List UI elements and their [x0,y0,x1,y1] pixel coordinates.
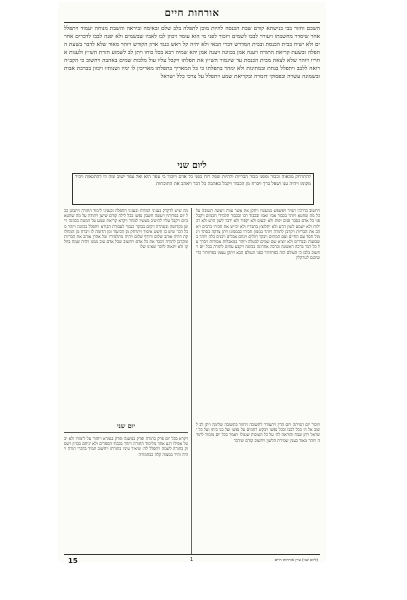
left-column-text: מה שיש לדקדק בעניני המדות ובעניני התפלה ובעניני לימוד התורה ויתבונן בכל יום במדותיו ויעשה חשבון נפשו בכל לילה קודם שישן ויתודה על מה שחטא ביום ויקבל עליו להיטיב מעשיו למחר ויקרא קריאת שמע על המטה בכוונה ויישן בקדושה ובטהרה ויקום בבוקר כגבור לעבודת הבורא ויתפלל בכוונה ויזהר מכל דבר שיש בו חשש איסור ויתרחק מן הכיעור ומן הדומה לו ויברח מן המחלוקת ויהיה אוהב שלום ורודף שלום ויהיה מתלמידיו של אהרן אוהב את הבריות ומקרבן לתורה ויכבד את כל אדם ויחשוב שכל אדם טוב ממנו ויהיה שמח בחלקו ולא יתאוה לדבר שאינו שלו [64,208,188,250]
footer-divider [64,554,320,555]
section-heading-day2: ליום שני [177,161,207,171]
left-column-lower-text: ויקרא בכל יום פרק בתורה ופרק במשנה ופרק בגמרא ויחזור על לימודו ולא יבטל אפילו רגע אחד מלימוד התורה ויזהר בכבוד הספרים ולא יניחם בבזיון ויעסוק בתורה לשמה ויתפלל לה׳ שיאיר עיניו בתורתו ויחשוב תמיד בדברי תורה ויהיה זהיר במצוה קלה כבחמורה [64,436,188,457]
page-title: אורחות חיים [164,8,220,19]
intro-paragraph: השכם וחזור בבי כנישתא קודם שבת הכנסה להיות מוכן לתפלה בלב שלם ובאימה וביראה והשבת מנוחה יעמוד ויתפלל אחר שיסדר מחשבתו ויעורר לבבו לשמים ויזכור לפני מי הוא עומד ויכוון לבו לאביו שבשמים ולא יפנה לבבו לדברים אחרים ולא ישיח בבית הכנסת ובבית המדרש דברי הבאי ולא יהיה קל ראש כנגד ארון הקודש ויזהר מאוד שלא לדבר בשעת התפלה ובשעת קריאת התורה ויענה אמן בכוונה ויענה אמן יהא שמיה רבא בכל כוחו ויתן לב לשמוע חזרת הש״ץ ולענות אחריו ויזהר שלא לצאת מבית הכנסת עד שיגמור הש״ץ את תפלתו ויקבל עליו עול מלכות שמים באהבה ויחשוב כי הקב״ה רואה ללבב ויתפלל בנחת ובמתינות ולא ימהר בתפלתו כי כל המאריך בתפלתו מאריכין לו ימיו ושנותיו ויכוון בברכת אבות ובשמונה עשרה ובפסוקי דזמרה ובקריאת שמע ויתפלל על צרכי כלל ישראל [64,26,320,80]
page-mark: 1 [190,557,194,563]
subsection-divider [64,432,188,433]
right-column-text: ויחשוב בדרכיו תמיד ויפשפש במעשיו ויתקן את אשר עוות ויעשה תשובה על כל מה שחטא ויזהר בכבוד אביו ואמו ובכבוד רבו ובכבוד תלמידי חכמים ויקבל פני כל אדם בסבר פנים יפות ולא יכעוס ולא יקפיד ולא ידבר לשון הרע ולא רכילות ולא ישמע לשון הרע ולא יתלוצץ בחבריו ולא יבייש את חבירו ברבים ויאהב את הבריות ויקרבן לתורה ויזהר בממון חבירו כבממונו ויתן צדקה בסתר ויגמול חסד עם החיים ועם המתים ויבקר חולים וינחם אבלים ויכניס כלה ויזהר בשבועות ובנדרים ולא יוציא שם שמים לבטלה ויזהר במאכלות אסורות ויברך על כל דבר ברכה ראשונה וברכה אחרונה בכוונה ויקבע עתים לתורה בכל יום ויחשוב בלבו כי העולם הזה כפרוזדור בפני העולם הבא ויתקן עצמו בפרוזדור כדי שיכנס לטרקלין [196,208,320,260]
boxed-paragraph [72,173,314,205]
header-divider [64,22,320,23]
right-column-lower-text: ויזכור יום המיתה ויום הדין ויתעורר לתשובה ויחזור בתשובה שלימה ויתן לב לשוב אל ה׳ בכל לבבו ובכל נפשו ויבקש רחמים על נפשו ועל בני ביתו ועל כל ישראל ויתן שבח והודאה לה׳ על כל הטובות שגמלו ויאמר בכל יום מזמור לתודה ויזהר מאוד בענין שמירת הלשון ויחשוב קודם שידבר [196,422,320,443]
page-number: 15 [68,557,78,565]
document-sheet [58,2,326,565]
subsection-heading-yom-sheni: יום שני [116,422,136,430]
footer-note: (ליום שני) עיין אורחות חיים [274,557,318,562]
boxed-paragraph-text: להתרחק מכאוה וכבוד ומפני כבוד הבריות ולהיות שפל רוח בפני כל אדם ויזכור כי עפר הוא ואל עפר ישוב ומה לו להתגאות ויכיר מקומו ויהיה ענו ושפל ברך ויברח מן הכבוד ויקבל באהבה כל דבר ויאהב את התוכחות [75,175,311,187]
column-divider [191,208,192,554]
